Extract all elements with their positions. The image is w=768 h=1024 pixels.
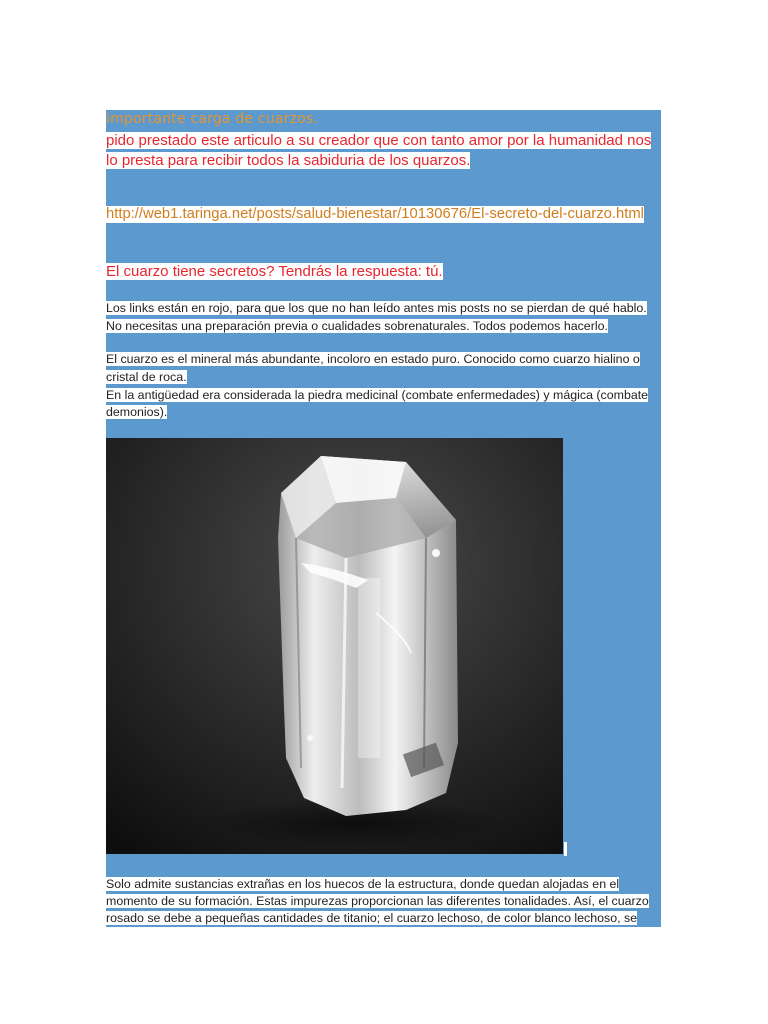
para1-line-2: No necesitas una preparación previa o cualidades sobrenaturales. Todos podemos hacerlo. <box>106 319 608 333</box>
para3-line-1: Solo admite sustancias extrañas en los huecos de la estructura, donde quedan alojadas en el <box>106 877 620 891</box>
document-title: importante carga de cuarzos. <box>106 111 319 127</box>
para2-line-2: cristal de roca. <box>106 370 187 384</box>
section-heading: El cuarzo tiene secretos? Tendrás la respuesta: tú. <box>106 263 443 280</box>
para2-line-1: El cuarzo es el mineral más abundante, incoloro en estado puro. Conocido como cuarzo hialino o <box>106 352 640 366</box>
para2-line-3: En la antigüedad era considerada la piedra medicinal (combate enfermedades) y mágica (combate <box>106 388 649 402</box>
intro-line-2: lo presta para recibir todos la sabiduria de los quarzos. <box>106 152 471 169</box>
intro-line-1: pido prestado este articulo a su creador que con tanto amor por la humanidad nos <box>106 132 652 149</box>
source-link[interactable]: http://web1.taringa.net/posts/salud-bienestar/10130676/El-secreto-del-cuarzo.html <box>106 206 644 222</box>
para3-line-2: momento de su formación. Estas impurezas proporcionan las diferentes tonalidades. Así, el cuarzo <box>106 894 649 908</box>
para1-line-1: Los links están en rojo, para que los que no han leído antes mis posts no se pierdan de qué hablo. <box>106 301 647 315</box>
quartz-crystal-photo <box>106 438 563 854</box>
para3-line-3: rosado se debe a pequeñas cantidades de titanio; el cuarzo lechoso, de color blanco lechoso, se <box>106 911 638 925</box>
image-edge-marker <box>564 842 567 856</box>
para2-line-4: demonios). <box>106 405 168 419</box>
